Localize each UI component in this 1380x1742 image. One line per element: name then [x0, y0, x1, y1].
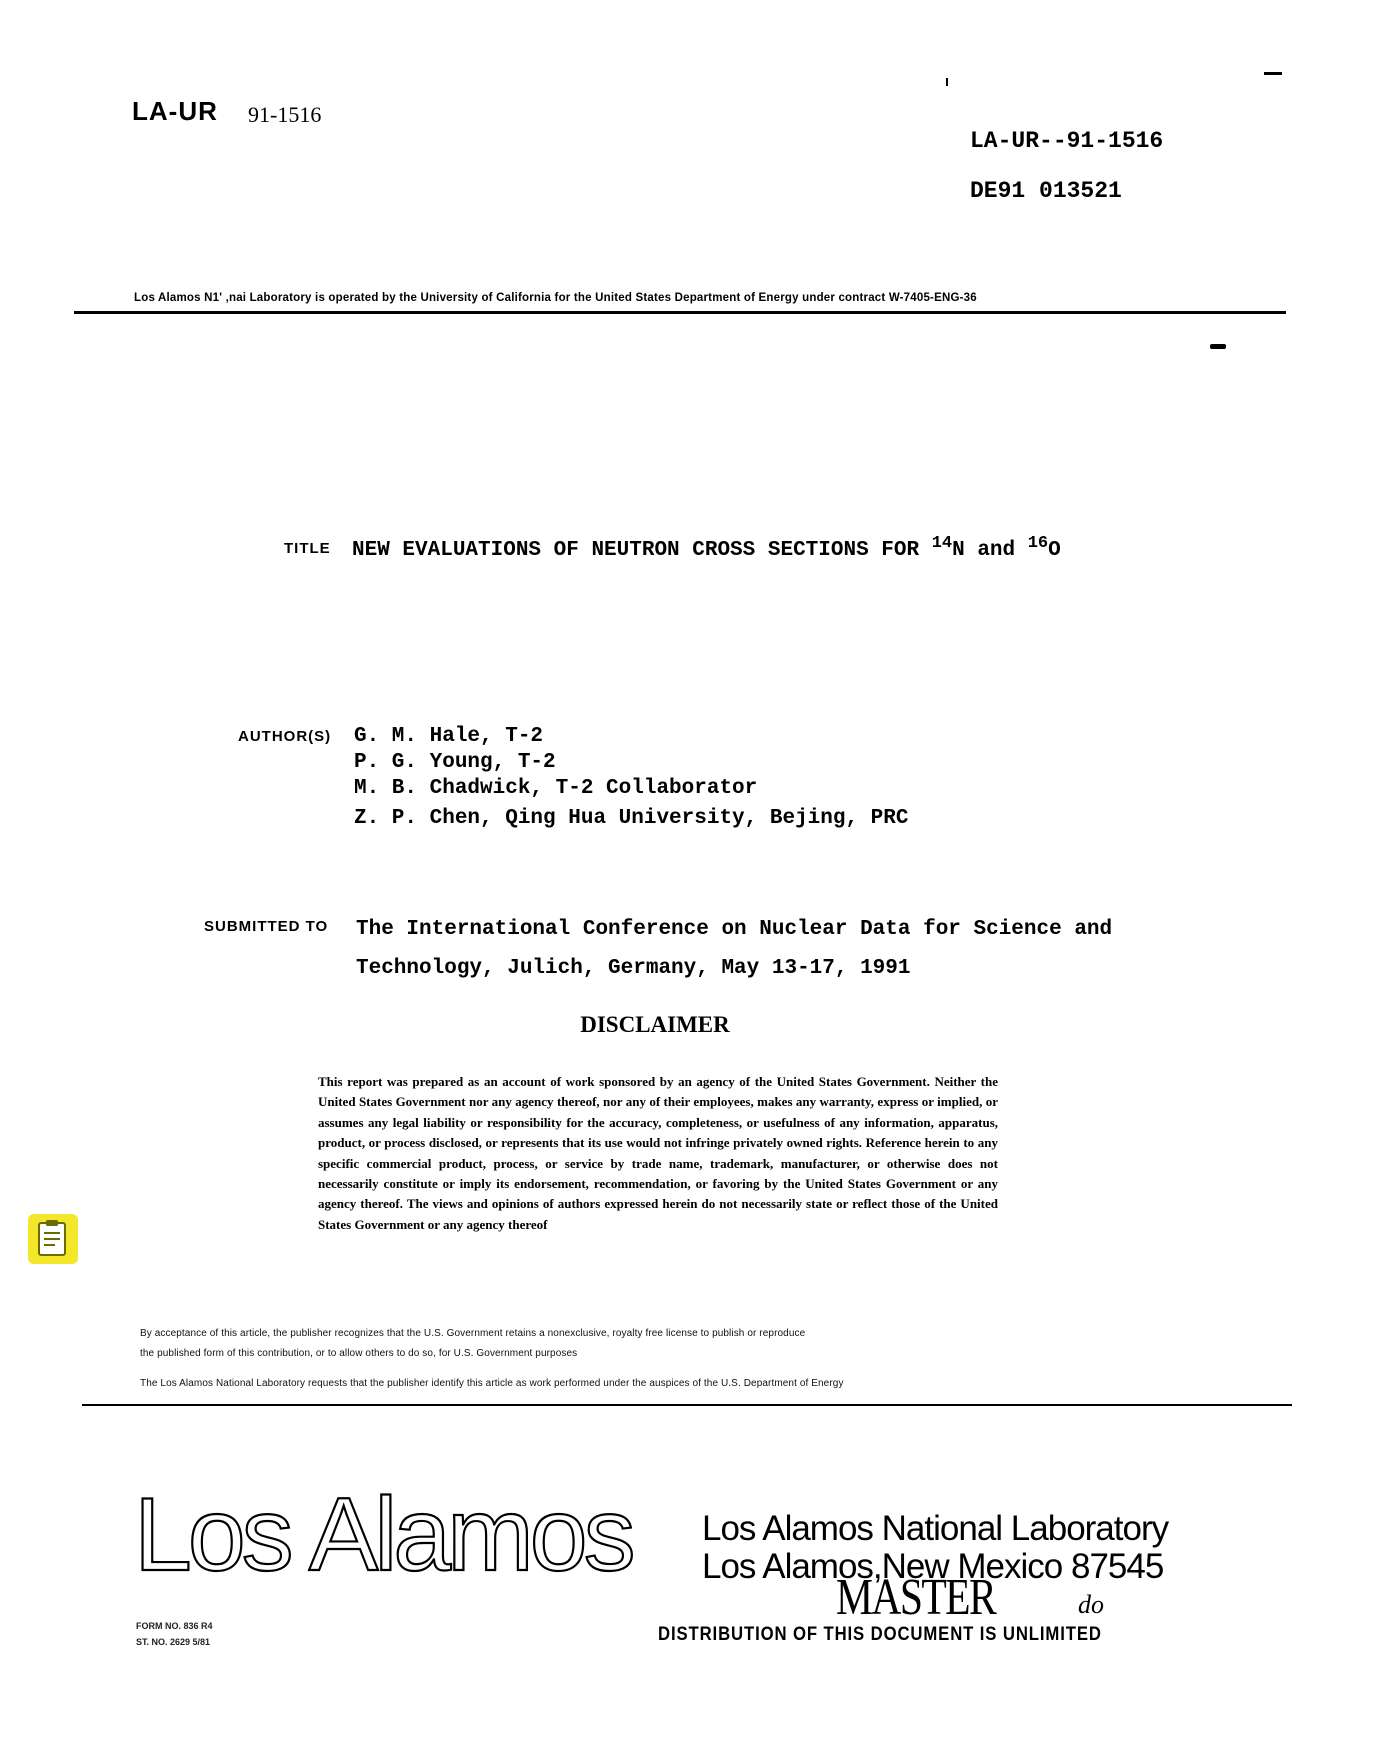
submitted-label: SUBMITTED TO [204, 918, 329, 935]
authors-list [354, 724, 909, 832]
author: P. G. Young, T-2 [354, 751, 556, 774]
los-alamos-logo [134, 1488, 684, 1589]
scan-mark [1264, 72, 1282, 75]
report-number: 91-1516 [248, 102, 322, 127]
auspices-notice: The Los Alamos National Laboratory requests that the publisher identify this article as work performed under the auspices of the U.S. Department of Energy [140, 1378, 844, 1389]
author: G. M. Hale, T-2 [354, 725, 544, 748]
scan-mark [946, 78, 948, 86]
handwritten-initials: do [1078, 1590, 1104, 1619]
disclaimer-title: DISCLAIMER [580, 1012, 730, 1037]
submitted-line: Technology, Julich, Germany, May 13-17, 1991 [356, 957, 911, 980]
license-notice: By acceptance of this article, the publisher recognizes that the U.S. Government retains a nonexclusive, royalty free license to publish or reproduce [140, 1328, 806, 1339]
doe-number: DE91 013521 [970, 178, 1122, 204]
distribution-statement: DISTRIBUTION OF THIS DOCUMENT IS UNLIMITED [658, 1624, 1102, 1645]
title-label: TITLE [284, 540, 331, 557]
license-notice: the published form of this contribution, or to allow others to do so, for U.S. Government purposes [140, 1348, 578, 1359]
report-label: LA-UR [132, 96, 218, 126]
author: M. B. Chadwick, T-2 Collaborator [354, 777, 758, 800]
disclaimer-body: This report was prepared as an account of work sponsored by an agency of the United States Government. Neither the United States Government nor any agency thereof, nor any of their employees, makes any warranty, express or implied, or assumes any legal liability or responsibility for the accuracy, completeness, or usefulness of any information, apparatus, product, or process disclosed, or represents that its use would not infringe privately owned rights. Reference herein to any specific commercial product, process, or service by trade name, trademark, manufacturer, or otherwise does not necessarily constitute or imply its endorsement, recommendation, or favoring by the United States Government or any agency thereof. The views and opinions of authors expressed herein do not necessarily state or reflect those of the United States Government or any agency thereof [318, 1074, 998, 1232]
scan-mark [1210, 344, 1226, 349]
logo-text: Los Alamos [134, 1488, 632, 1584]
divider [82, 1404, 1292, 1406]
divider [74, 311, 1286, 314]
form-number: FORM NO. 836 R4 ST. NO. 2629 5/81 [136, 1621, 213, 1647]
report-id: LA-UR--91-1516 [970, 128, 1164, 154]
submitted-to [356, 910, 1136, 988]
document-title: NEW EVALUATIONS OF NEUTRON CROSS SECTIONS FOR $^{14}$N and $^{16}$O [352, 534, 1061, 562]
note-icon[interactable] [28, 1214, 78, 1264]
submitted-line: The International Conference on Nuclear Data for Science and [356, 918, 1113, 941]
lab-name: Los Alamos National Laboratory [702, 1509, 1169, 1548]
authors-label: AUTHOR(S) [238, 728, 332, 745]
operated-statement: Los Alamos N1' ,nai Laboratory is operated by the University of California for the United States Department of Energy under contract W-7405-ENG-36 [134, 292, 977, 304]
author: Z. P. Chen, Qing Hua University, Bejing, PRC [354, 807, 909, 830]
lab-location: Los Alamos,New Mexico 87545 [702, 1547, 1164, 1586]
master-stamp: MASTER [836, 1569, 996, 1626]
